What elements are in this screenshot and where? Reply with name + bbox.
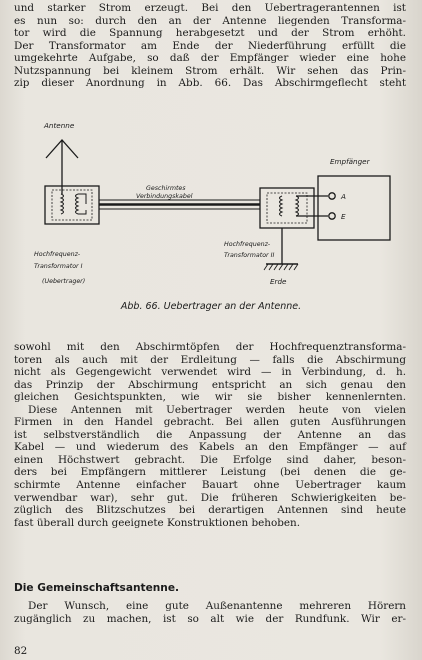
terminal-e-label: E: [341, 212, 346, 221]
ground-label: Erde: [270, 277, 287, 286]
text-line: schirmte Antenne einfacher Bauart ohne Uebertrager kaum: [14, 479, 406, 492]
text-line: toren als auch mit der Erdleitung — falls die Abschirmung: [14, 353, 406, 366]
body-paragraph: [14, 341, 406, 529]
figure-66-diagram: [28, 116, 398, 326]
intro-paragraph: [14, 2, 406, 90]
text-line: und starker Strom erzeugt. Bei den Uebertragerantennen ist: [14, 2, 406, 14]
receiver-box: [318, 176, 390, 240]
transformer-1-label: Hochfrequenz-: [34, 251, 81, 258]
text-line: Diese Antennen mit Uebertrager werden heute von vielen: [28, 403, 406, 416]
text-line: gleichen Gesichtspunkten, wie wir sie bisher kennenlernten.: [14, 391, 406, 404]
text-line: Nutzspannung bei kleinem Strom erhält. Wir sehen das Prin-: [14, 64, 406, 77]
text-line: Der Wunsch, eine gute Außenantenne mehreren Hörern: [28, 600, 406, 612]
antenna-label: Antenne: [44, 121, 75, 130]
circuit-diagram: [28, 116, 398, 326]
text-line: züglich des Blitzschutzes bei derartigen Antennen sind heute: [14, 504, 406, 517]
text-line: Kabel — und wiederum des Kabels an den Empfänger — auf: [14, 441, 406, 454]
terminal-e: [329, 213, 335, 219]
coil-primary-2: [280, 196, 283, 216]
figure-caption: Abb. 66. Uebertrager an der Antenne.: [120, 301, 302, 312]
text-line: zugänglich zu machen, ist so alt wie der Rundfunk. Wir er-: [14, 612, 406, 625]
terminal-a-label: A: [341, 192, 346, 201]
text-line: es nun so: durch den an der Antenne liegenden Transforma-: [14, 14, 406, 27]
text-line: sowohl mit den Abschirmtöpfen der Hochfrequenztransforma-: [14, 341, 406, 353]
closing-paragraph: [14, 600, 406, 625]
text-line: ist selbstverständlich die Anpassung der Antenne an das: [14, 428, 406, 441]
page-number: 82: [14, 645, 28, 657]
coil-primary-1: [61, 194, 64, 214]
text-line: verwendbar war), sehr gut. Die früheren Schwierigkeiten be-: [14, 491, 406, 504]
text-line: ders bei Empfängern mittlerer Leistung (bei denen die ge-: [14, 466, 406, 479]
transformer-2-label: Transformator II: [224, 252, 275, 259]
text-line: Firmen in den Handel gebracht. Bei allen guten Ausführungen: [14, 416, 406, 429]
coil-secondary-2: [296, 196, 299, 216]
terminal-a: [329, 193, 335, 199]
transformer-1-box: [45, 186, 99, 224]
text-line: umgekehrte Aufgabe, so daß der Empfänger wieder eine hohe: [14, 52, 406, 65]
transformer-1-label: Transformator I: [34, 263, 83, 270]
section-heading: Die Gemeinschaftsantenne.: [14, 582, 180, 594]
coil-secondary-1: [76, 194, 79, 214]
transformer-2-label: Hochfrequenz-: [224, 241, 271, 248]
text-line: fast überall durch geeignete Konstruktionen behoben.: [14, 516, 301, 529]
text-line: tor wird die Spannung herabgesetzt und der Strom erhöht.: [14, 27, 406, 40]
transformer-2-box: [260, 188, 314, 228]
transformer-1-note: (Uebertrager): [42, 278, 86, 285]
receiver-label: Empfänger: [330, 157, 370, 166]
text-line: einen Höchstwert gebracht. Die Erfolge sind daher, beson-: [14, 453, 406, 466]
text-line: Der Transformator am Ende der Niederführung erfüllt die: [14, 39, 406, 52]
text-line: nicht als Gegengewicht verwendet wird — in Verbindung, d. h.: [14, 366, 406, 379]
text-line: zip dieser Anordnung in Abb. 66. Das Abschirmgeflecht steht: [14, 77, 406, 90]
transformer-2-shield: [267, 193, 307, 223]
cable-label-1: Geschirmtes: [146, 185, 186, 192]
cable-label-2: Verbindungskabel: [136, 193, 193, 200]
text-line: das Prinzip der Abschirmung entspricht an sich genau den: [14, 378, 406, 391]
